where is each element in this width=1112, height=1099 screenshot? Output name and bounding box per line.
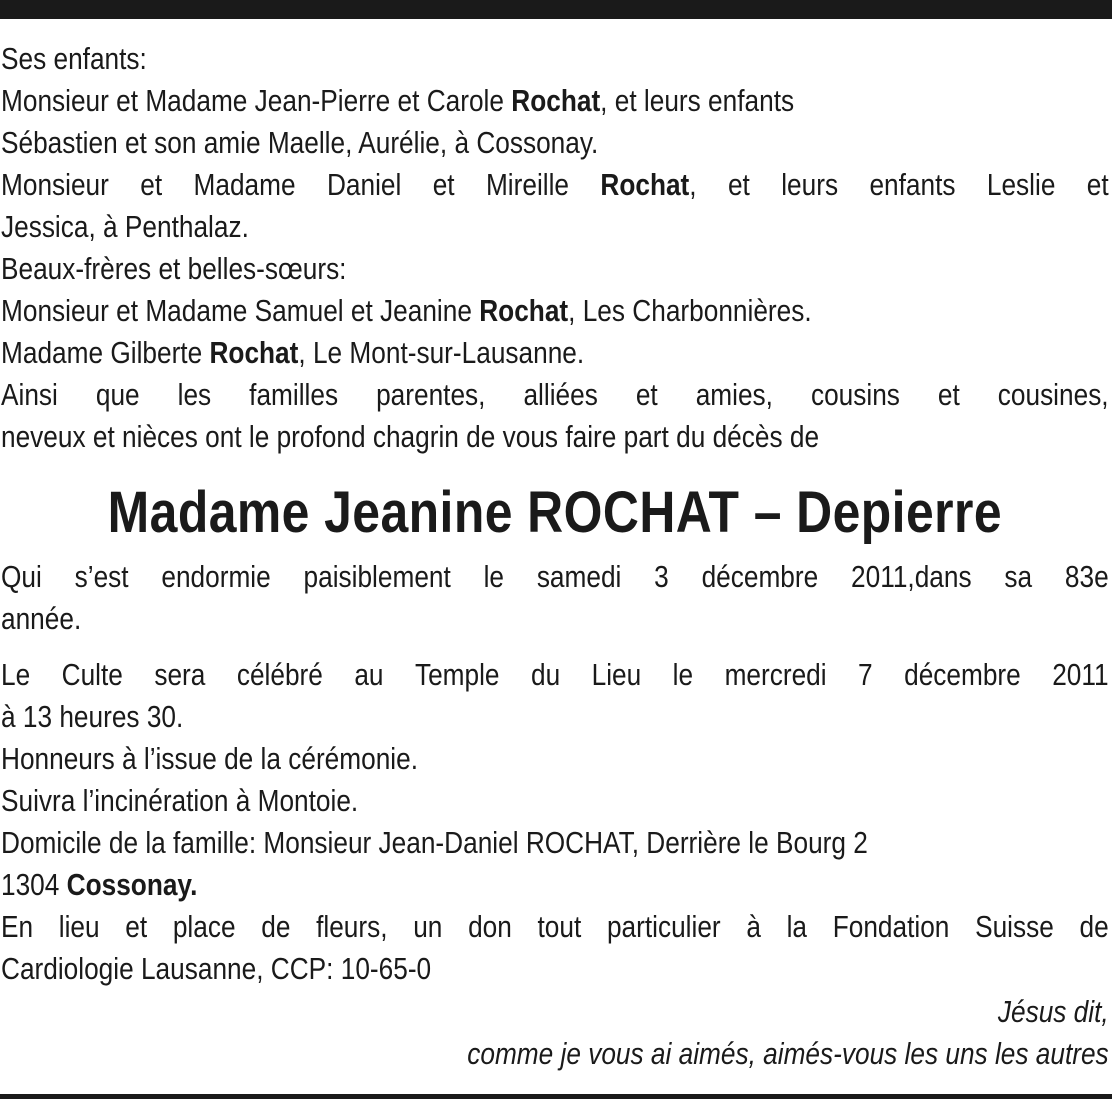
word: du bbox=[530, 658, 561, 692]
word: le bbox=[672, 658, 694, 692]
verse-line-1: Jésus dit, bbox=[997, 995, 1109, 1029]
detail-text: Suivra l’incinération à Montoie. bbox=[1, 784, 359, 818]
word: sa bbox=[1004, 560, 1033, 594]
family-line-daniel bbox=[1, 164, 1109, 206]
word: 83e bbox=[1064, 560, 1109, 594]
family-text: , et leurs enfants bbox=[600, 84, 795, 118]
word: que bbox=[95, 378, 140, 412]
word: à bbox=[746, 910, 761, 944]
word: les bbox=[177, 378, 212, 412]
town: Cossonay. bbox=[66, 868, 198, 902]
word: Lieu bbox=[591, 658, 642, 692]
word: Culte bbox=[61, 658, 123, 692]
family-line-jean-pierre bbox=[1, 80, 1109, 122]
obituary-notice bbox=[1, 38, 1109, 1075]
word: Daniel bbox=[326, 168, 402, 202]
word: et bbox=[125, 910, 148, 944]
family-line-gilberte bbox=[1, 332, 1109, 374]
word: et bbox=[727, 168, 750, 202]
word: enfants bbox=[869, 168, 956, 202]
detail-text: à 13 heures 30. bbox=[1, 700, 184, 734]
domicile-line bbox=[1, 822, 1109, 864]
verse-line-2: comme je vous ai aimés, aimés-vous les uns les autres bbox=[467, 1037, 1109, 1071]
family-text: neveux et nièces ont le profond chagrin de vous faire part du décès de bbox=[1, 420, 820, 454]
word: alliées bbox=[523, 378, 598, 412]
family-surname: Rochat bbox=[511, 84, 601, 118]
neveux-line bbox=[1, 416, 1109, 458]
word: En bbox=[1, 910, 34, 944]
word: Qui bbox=[1, 560, 42, 594]
intro-line bbox=[1, 38, 1109, 80]
word: de bbox=[261, 910, 291, 944]
family-surname: Rochat bbox=[479, 294, 569, 328]
word: Temple bbox=[414, 658, 500, 692]
word: paisiblement bbox=[303, 560, 451, 594]
word: cousins bbox=[810, 378, 900, 412]
detail-text: Honneurs à l’issue de la cérémonie. bbox=[1, 742, 418, 776]
family-surname: Rochat bbox=[209, 336, 299, 370]
word: et bbox=[432, 168, 455, 202]
family-text: , Les Charbonnières. bbox=[568, 294, 812, 328]
family-line-daniel-children bbox=[1, 206, 1109, 248]
fleurs-line bbox=[1, 906, 1109, 948]
word: place bbox=[172, 910, 236, 944]
bottom-border-rule bbox=[0, 1094, 1112, 1099]
word: et bbox=[937, 378, 960, 412]
word: don bbox=[468, 910, 512, 944]
family-text: Sébastien et son amie Maelle, Aurélie, à Cossonay. bbox=[1, 126, 599, 160]
word: 3 bbox=[654, 560, 669, 594]
word: Ainsi bbox=[1, 378, 58, 412]
fleurs-line-2 bbox=[1, 948, 1109, 990]
family-line-samuel bbox=[1, 290, 1109, 332]
family-text: Beaux-frères et belles-sœurs: bbox=[1, 252, 347, 286]
family-text: Monsieur et Madame Jean-Pierre et Carole bbox=[1, 84, 504, 118]
word: la bbox=[786, 910, 808, 944]
word: 2011,dans bbox=[851, 560, 972, 594]
word: Leslie bbox=[986, 168, 1056, 202]
passed-line bbox=[1, 556, 1109, 598]
incineration-line bbox=[1, 780, 1109, 822]
word: et bbox=[140, 168, 163, 202]
word: de bbox=[1079, 910, 1109, 944]
word: familles bbox=[249, 378, 339, 412]
beaux-freres-line bbox=[1, 248, 1109, 290]
detail-text: Cardiologie Lausanne, CCP: 10-65-0 bbox=[1, 952, 432, 986]
postcode: 1304 bbox=[1, 868, 60, 902]
ainsi-line bbox=[1, 374, 1109, 416]
culte-line-2 bbox=[1, 696, 1109, 738]
word: Mireille bbox=[485, 168, 570, 202]
postcode-line bbox=[1, 864, 1109, 906]
word: endormie bbox=[161, 560, 271, 594]
word: décembre bbox=[701, 560, 819, 594]
word: un bbox=[413, 910, 443, 944]
family-surname: Rochat bbox=[600, 168, 690, 202]
word: Fondation bbox=[832, 910, 950, 944]
intro-text: Ses enfants: bbox=[1, 42, 147, 76]
culte-line bbox=[1, 654, 1109, 696]
word: sera bbox=[154, 658, 206, 692]
word: célébré bbox=[236, 658, 323, 692]
word: le bbox=[483, 560, 505, 594]
deceased-name-heading: Madame Jeanine ROCHAT – Depierre bbox=[107, 480, 1002, 545]
word: , bbox=[689, 168, 697, 202]
word: parentes, bbox=[376, 378, 486, 412]
word: et bbox=[1086, 168, 1109, 202]
word: samedi bbox=[536, 560, 622, 594]
word: lieu bbox=[58, 910, 100, 944]
family-text: Jessica, à Penthalaz. bbox=[1, 210, 249, 244]
family-line-jean-pierre-children bbox=[1, 122, 1109, 164]
word: 7 bbox=[858, 658, 873, 692]
word: Madame bbox=[193, 168, 296, 202]
passed-line-2 bbox=[1, 598, 1109, 640]
word: s’est bbox=[74, 560, 129, 594]
word: 2011 bbox=[1052, 658, 1109, 692]
family-text: Monsieur et Madame Samuel et Jeanine bbox=[1, 294, 472, 328]
word: cousines, bbox=[997, 378, 1109, 412]
word: et bbox=[635, 378, 658, 412]
word: au bbox=[354, 658, 384, 692]
word: tout bbox=[537, 910, 582, 944]
word: Le bbox=[1, 658, 31, 692]
word: Monsieur bbox=[1, 168, 109, 202]
word: mercredi bbox=[724, 658, 827, 692]
detail-text: Domicile de la famille: Monsieur Jean-Daniel ROCHAT, Derrière le Bourg 2 bbox=[1, 826, 868, 860]
family-text: Madame Gilberte bbox=[1, 336, 203, 370]
word-group bbox=[600, 164, 696, 206]
word: leurs bbox=[781, 168, 839, 202]
family-text: , Le Mont-sur-Lausanne. bbox=[298, 336, 585, 370]
word: Suisse bbox=[975, 910, 1054, 944]
top-border-rule bbox=[0, 0, 1112, 19]
paragraph-gap bbox=[1, 640, 1109, 654]
detail-text: année. bbox=[1, 602, 82, 636]
word: décembre bbox=[904, 658, 1021, 692]
word: amies, bbox=[695, 378, 773, 412]
word: particulier bbox=[606, 910, 721, 944]
honneurs-line bbox=[1, 738, 1109, 780]
word: fleurs, bbox=[316, 910, 388, 944]
